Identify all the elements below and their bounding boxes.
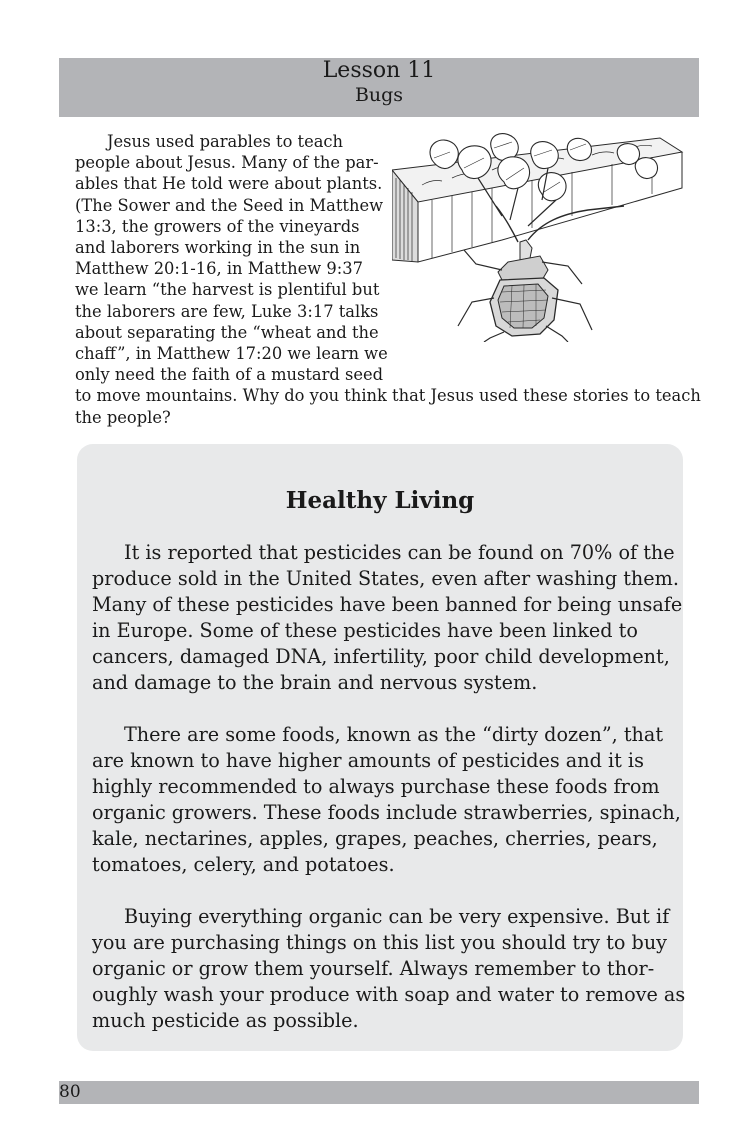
body-line: Buying everything organic can be very expensive. But if [124,905,670,928]
body-line: oughly wash your produce with soap and water to remove as [92,983,686,1006]
intro-line: Jesus used parables to teach [107,132,344,151]
body-line: It is reported that pesticides can be found on 70% of the [124,541,675,564]
intro-line: (The Sower and the Seed in Matthew [75,195,384,215]
healthy-paragraph [92,540,682,696]
intro-line: the people? [75,407,171,427]
bug-plant-drawing-icon [392,130,684,342]
body-line: organic growers. These foods include strawberries, spinach, [92,801,681,824]
healthy-paragraph [92,722,682,878]
stink-bug-illustration [392,130,684,342]
body-line: much pesticide as possible. [92,1009,359,1032]
body-line: kale, nectarines, apples, grapes, peaches, cherries, pears, [92,827,658,850]
lesson-header [59,58,699,117]
intro-line: to move mountains. Why do you think that Jesus used these stories to teach [75,386,701,406]
body-line: in Europe. Some of these pesticides have been linked to [92,619,638,642]
lesson-subtitle: Bugs [354,84,404,106]
body-line: There are some foods, known as the “dirty dozen”, that [124,723,664,746]
intro-line: people about Jesus. Many of the par- [75,153,379,173]
intro-line: about separating the “wheat and the [75,322,379,342]
healthy-paragraph [92,904,686,1034]
body-line: are known to have higher amounts of pesticides and it is [92,749,644,772]
intro-line: we learn “the harvest is plentiful but [75,280,380,300]
footer-band [59,1081,699,1104]
intro-line: only need the faith of a mustard seed [75,365,384,385]
body-line: you are purchasing things on this list you should try to buy [92,931,668,954]
body-line: produce sold in the United States, even after washing them. [92,567,679,590]
intro-line: the laborers are few, Luke 3:17 talks [75,301,379,321]
lesson-title: Lesson 11 [322,58,436,83]
healthy-living-body [92,540,686,1034]
body-line: cancers, damaged DNA, infertility, poor child development, [92,645,670,668]
intro-line: and laborers working in the sun in [75,238,361,258]
body-line: Many of these pesticides have been banned for being unsafe [92,593,683,616]
intro-line: 13:3, the growers of the vineyards [75,216,360,236]
healthy-living-title: Healthy Living [285,487,475,514]
intro-line: ables that He told were about plants. [75,174,383,194]
intro-line: Matthew 20:1-16, in Matthew 9:37 [75,259,363,279]
body-line: highly recommended to always purchase these foods from [92,775,660,798]
body-line: and damage to the brain and nervous system. [92,671,538,694]
body-line: tomatoes, celery, and potatoes. [92,853,395,876]
intro-line: chaff”, in Matthew 17:20 we learn we [75,344,388,364]
page-number: 80 [59,1082,81,1102]
body-line: organic or grow them yourself. Always remember to thor- [92,957,655,980]
